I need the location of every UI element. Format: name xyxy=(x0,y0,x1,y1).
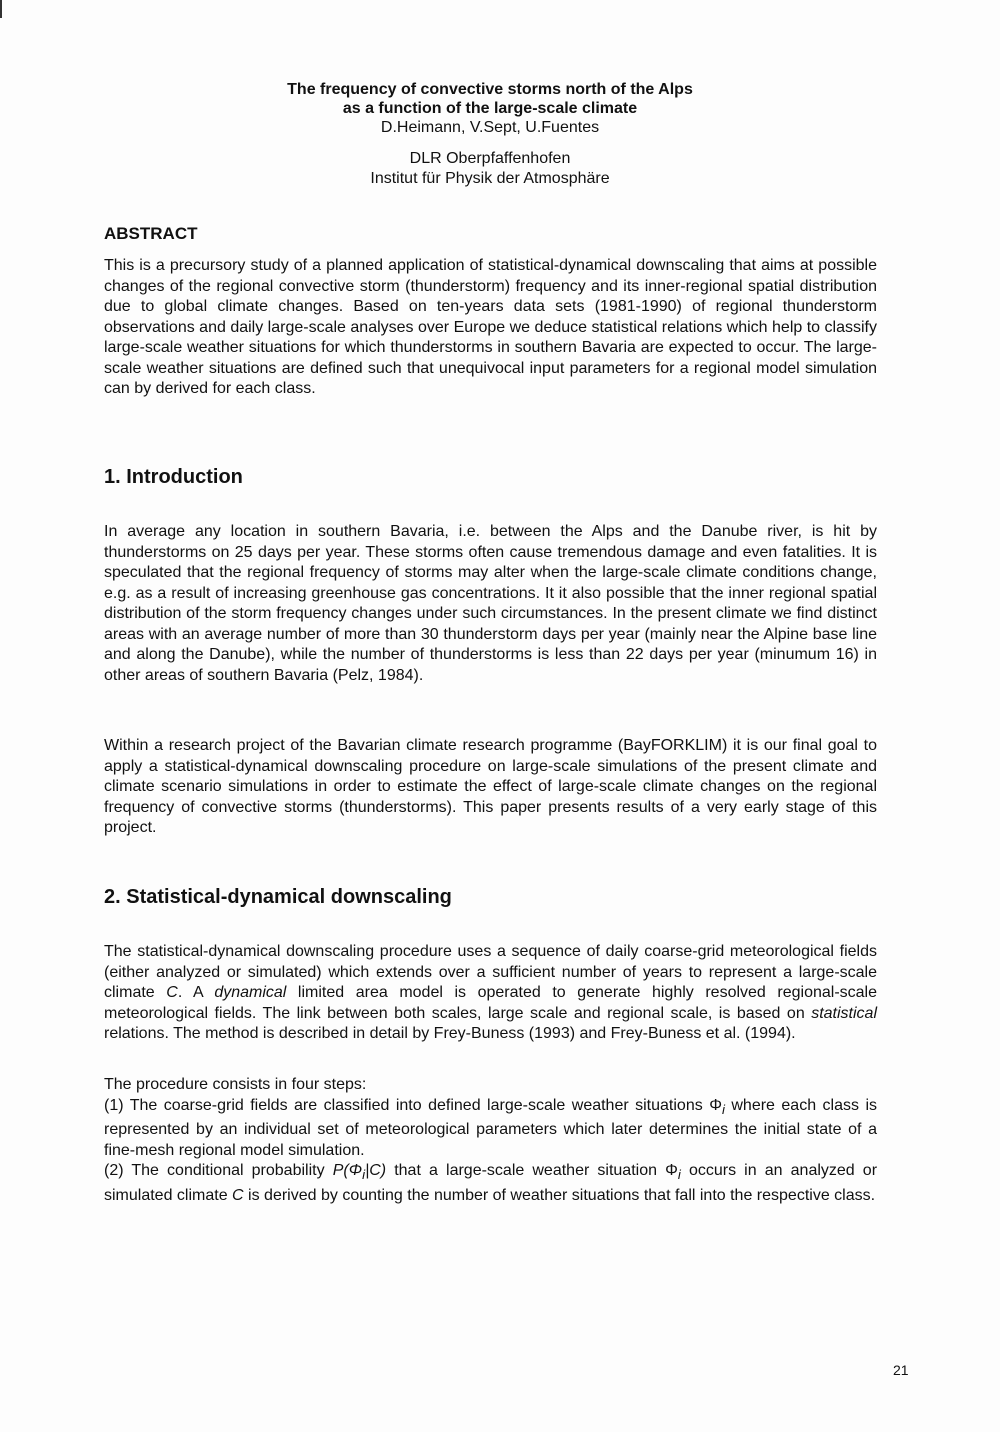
text-run: that a large-scale weather situation xyxy=(386,1162,666,1180)
page-number: 21 xyxy=(893,1362,909,1378)
text-run: (1) The coarse-grid fields are classified into defined large-scale weather situations xyxy=(104,1096,710,1114)
phi-symbol: Φ xyxy=(709,1096,722,1114)
text-run: limited area model is operated to generate highly resolved regional-scale meteorological fields. The link between both scales, large scale and regional scale, is based on xyxy=(104,984,877,1022)
climate-symbol: C xyxy=(166,984,178,1001)
procedure-step-1 xyxy=(104,1096,877,1162)
subscript-i: i xyxy=(362,1167,366,1183)
text-run: is derived by counting the number of weather situations that fall into the respective class. xyxy=(243,1186,876,1204)
institution-line-2: Institut für Physik der Atmosphäre xyxy=(370,170,610,187)
emphasis-statistical: statistical xyxy=(811,1004,877,1022)
emphasis-dynamical: dynamical xyxy=(214,984,287,1001)
introduction-paragraph-1: In average any location in southern Bavaria, i.e. between the Alps and the Danube river, is hit by thunderstorms on 25 days per year. These storms often cause tremendous damage and even fatalities. It is speculated that the regional frequency of storms may alter when the large-scale climate conditions change, e.g. as a result of increasing greenhouse gas concentrations. It it also possible that the inner regional spatial distribution of the storm frequency changes under such circumstances. In the present climate we find distinct areas with an average number of more than 30 thunderstorm days per year (mainly near the Alpine base line and along the Danube), while the number of thunderstorms is less than 22 days per year (minumum 16) in other areas of southern Bavaria (Pelz, 1984). xyxy=(104,523,877,684)
institution-line-1: DLR Oberpfaffenhofen xyxy=(409,150,571,167)
title-line-1: The frequency of convective storms north of the Alps xyxy=(287,81,693,98)
procedure-step-2 xyxy=(104,1161,877,1206)
procedure-intro: The procedure consists in four steps: xyxy=(104,1076,367,1093)
text-run: (2) The conditional probability xyxy=(104,1162,333,1180)
authors: D.Heimann, V.Sept, U.Fuentes xyxy=(380,119,600,136)
subscript-i: i xyxy=(721,1101,725,1117)
text-run: The statistical-dynamical downscaling procedure uses a sequence of daily coarse-grid meteorological fields (either analyzed or simulated) which extends over a sufficient number of years to represent a large-scale climate xyxy=(104,943,877,1001)
introduction-paragraph-2: Within a research project of the Bavarian climate research programme (BayFORKLIM) it is our final goal to apply a statistical-dynamical downscaling procedure on large-scale simulations of the present climate and climate scenario simulations in order to estimate the effect of large-scale climate changes on the regional frequency of convective storms (thunderstorms). This paper presents results of a very early stage of this project. xyxy=(104,737,877,836)
title-line-2: as a function of the large-scale climate xyxy=(342,100,638,117)
paper-header xyxy=(0,80,980,189)
phi-symbol: Φ xyxy=(665,1162,678,1180)
section-2-paragraph-1 xyxy=(104,942,877,1045)
probability-symbol: P(Φ xyxy=(332,1162,363,1180)
abstract-heading: ABSTRACT xyxy=(104,224,198,243)
climate-symbol: C xyxy=(232,1186,244,1204)
scan-edge-mark xyxy=(0,0,2,18)
text-run: . A xyxy=(177,984,215,1001)
text-run: relations. The method is described in detail by Frey-Buness (1993) and Frey-Buness et al. (1994). xyxy=(104,1025,796,1042)
section-2-heading: 2. Statistical-dynamical downscaling xyxy=(104,886,452,908)
abstract-text: This is a precursory study of a planned application of statistical-dynamical downscaling that aims at possible changes of the regional convective storm (thunderstorm) frequency and its inner-regional spatial distribution due to global climate changes. Based on ten-years data sets (1981-1990) of regional thunderstorm observations and daily large-scale analyses over Europe we deduce statistical relations which help to classify large-scale weather situations for which thunderstorms in southern Bavaria are expected to occur. The large-scale weather situations are defined such that unequivocal input parameters for a regional model simulation can by derived for each class. xyxy=(104,257,877,397)
affiliation xyxy=(0,149,980,189)
subscript-i: i xyxy=(677,1167,681,1183)
text-run: where each class is represented by an individual set of meteorological parameters which later determines the initial state of a fine-mesh regional model simulation. xyxy=(104,1096,878,1159)
introduction-heading: 1. Introduction xyxy=(104,466,243,488)
procedure-steps xyxy=(104,1075,877,1206)
text-run: occurs in an analyzed or simulated climate xyxy=(104,1162,878,1204)
conditional-bar: |C) xyxy=(365,1162,387,1180)
